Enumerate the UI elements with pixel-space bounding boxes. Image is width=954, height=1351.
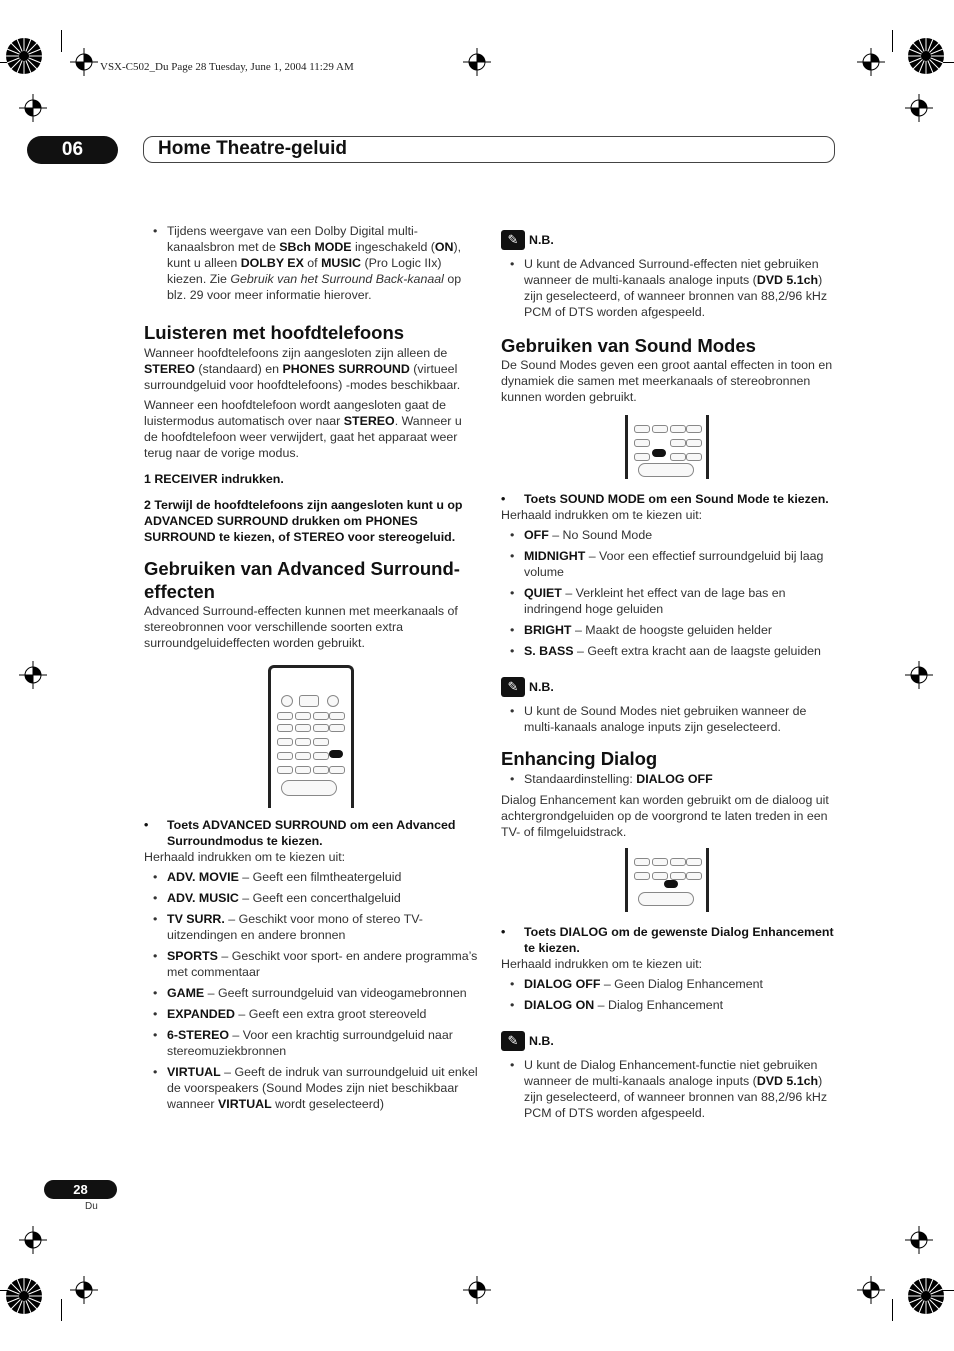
dialog-default-list [501, 771, 839, 787]
headphones-step-1: 1 RECEIVER indrukken. [144, 472, 284, 486]
dialog-para: Dialog Enhancement kan worden gebruikt om de dialoog uit achtergrondgeluiden op de voorgrond te laten treden in een TV- of filmgeluidstrack. [501, 793, 829, 839]
advanced-repeat: Herhaald indrukken om te kiezen uit: [144, 850, 346, 864]
crosshair-registration-icon [857, 48, 885, 76]
dialog-heading: Enhancing Dialog [501, 748, 658, 769]
list-item: • S. BASS – Geeft extra kracht aan de laagste geluiden [501, 643, 839, 659]
pencil-note-icon: ✎ [501, 1031, 525, 1051]
note-item: • U kunt de Sound Modes niet gebruiken wanneer de multi-kanaals analoge inputs zijn geselecteerd. [501, 703, 839, 735]
sound-mode-step: • Toets SOUND MODE om een Sound Mode te kiezen. [501, 492, 829, 506]
sound-mode-repeat: Herhaald indrukken om te kiezen uit: [501, 508, 703, 522]
list-item: • ADV. MOVIE – Geeft een filmtheatergeluid [144, 869, 478, 885]
list-item: • MIDNIGHT – Voor een effectief surroundgeluid bij laag volume [501, 548, 839, 580]
chapter-number: 06 [27, 136, 118, 164]
list-item: • TV SURR. – Geschikt voor mono of stereo TV-uitzendingen en andere bronnen [144, 911, 478, 943]
right-column [501, 230, 839, 1121]
language-code: Du [85, 1201, 98, 1212]
advanced-mode-list [144, 869, 478, 1059]
page-number: 28 [44, 1180, 117, 1199]
sunburst-target-icon [4, 36, 44, 76]
crosshair-registration-icon [463, 1276, 491, 1304]
intro-bullet: • Tijdens weergave van een Dolby Digital multi-kanaalsbron met de SBch MODE ingeschakeld (ON), kunt u alleen DOLBY EX of MUSIC (Pro Logic IIx) kiezen. Zie Gebruik van het Surround Back-kanaal op blz. 29 voor meer informatie hierover. [144, 223, 478, 303]
dialog-button[interactable] [664, 880, 678, 888]
dialog-list [501, 976, 839, 1013]
chapter-title-box [143, 136, 835, 163]
dialog-step: • Toets DIALOG om de gewenste Dialog Enhancement te kiezen. [501, 925, 834, 955]
list-item: • 6-STEREO – Voor een krachtig surroundgeluid naar stereomuziekbronnen [144, 1027, 478, 1059]
list-item: • EXPANDED – Geeft een extra groot stereoveld [144, 1006, 478, 1022]
crosshair-registration-icon [19, 661, 47, 689]
headphones-heading: Luisteren met hoofdtelefoons [144, 322, 405, 343]
pencil-note-icon: ✎ [501, 230, 525, 250]
crosshair-registration-icon [19, 1226, 47, 1254]
crosshair-registration-icon [463, 48, 491, 76]
crosshair-registration-icon [70, 1276, 98, 1304]
left-column [144, 223, 478, 1112]
sound-mode-list [501, 527, 839, 659]
note-list [501, 256, 839, 320]
sound-modes-para: De Sound Modes geven een groot aantal effecten in toon en dynamiek die samen met meerkanaals of stereobronnen kunnen worden gebruikt. [501, 358, 833, 404]
dialog-default: • Standaardinstelling: DIALOG OFF [501, 771, 839, 787]
file-header: VSX-C502_Du Page 28 Tuesday, June 1, 2004 11:29 AM [100, 61, 354, 73]
list-item: • VIRTUAL – Geeft de indruk van surroundgeluid uit enkel de voorspeakers (Sound Modes zijn niet beschikbaar wanneer VIRTUAL wordt geselecteerd) [144, 1064, 478, 1112]
advanced-heading: Gebruiken van Advanced Surround-effecten [144, 558, 460, 602]
note-list [501, 703, 839, 735]
list-item: • QUIET – Verkleint het effect van de lage bas en indringend hoge geluiden [501, 585, 839, 617]
list-item: • ADV. MUSIC – Geeft een concerthalgeluid [144, 890, 478, 906]
sunburst-target-icon [4, 1276, 44, 1316]
list-item: • GAME – Geeft surroundgeluid van videogamebronnen [144, 985, 478, 1001]
list-item: • DIALOG ON – Dialog Enhancement [501, 997, 839, 1013]
advanced-step: • Toets ADVANCED SURROUND om een Advanced Surroundmodus te kiezen. [144, 818, 456, 848]
list-item: • BRIGHT – Maakt de hoogste geluiden helder [501, 622, 839, 638]
remote-illustration-dialog [501, 848, 839, 924]
note-item: • U kunt de Advanced Surround-effecten niet gebruiken wanneer de multi-kanaals analoge inputs (DVD 5.1ch) zijn geselecteerd, of wanneer bronnen van 88,2/96 kHz PCM of DTS worden afgespeeld. [501, 256, 839, 320]
sound-modes-heading: Gebruiken van Sound Modes [501, 335, 756, 356]
intro-list [144, 223, 478, 303]
advanced-para: Advanced Surround-effecten kunnen met meerkanaals of stereobronnen voor verschillende soorten extra surroundgeluideffecten worden gebruikt. [144, 604, 458, 650]
chapter-title: Home Theatre-geluid [158, 138, 347, 159]
list-item: • OFF – No Sound Mode [501, 527, 839, 543]
remote-illustration-sound-mode [501, 415, 839, 491]
sunburst-target-icon [906, 1276, 946, 1316]
remote-illustration-advanced [144, 665, 478, 817]
sound-mode-button[interactable] [652, 449, 666, 457]
crosshair-registration-icon [905, 1226, 933, 1254]
list-item: • DIALOG OFF – Geen Dialog Enhancement [501, 976, 839, 992]
crosshair-registration-icon [19, 94, 47, 122]
advanced-surround-button[interactable] [329, 750, 343, 758]
crosshair-registration-icon [857, 1276, 885, 1304]
advanced-virtual-list [144, 1064, 478, 1112]
pencil-note-icon: ✎ [501, 677, 525, 697]
note-title: ✎ N.B. [501, 230, 839, 250]
headphones-step-2: 2 Terwijl de hoofdtelefoons zijn aangesloten kunt u op ADVANCED SURROUND drukken om PHONES SURROUND te kiezen, of STEREO voor stereogeluid. [144, 498, 463, 544]
crosshair-registration-icon [905, 661, 933, 689]
sunburst-target-icon [906, 36, 946, 76]
crosshair-registration-icon [70, 48, 98, 76]
dialog-repeat: Herhaald indrukken om te kiezen uit: [501, 957, 703, 971]
note-item: • U kunt de Dialog Enhancement-functie niet gebruiken wanneer de multi-kanaals analoge inputs (DVD 5.1ch) zijn geselecteerd, of wanneer bronnen van 88,2/96 kHz PCM of DTS worden afgespeeld. [501, 1057, 839, 1121]
crosshair-registration-icon [905, 94, 933, 122]
note-list [501, 1057, 839, 1121]
list-item: • SPORTS – Geschikt voor sport- en andere programma’s met commentaar [144, 948, 478, 980]
note-title: ✎ N.B. [501, 1031, 839, 1051]
headphones-para-1: Wanneer hoofdtelefoons zijn aangesloten zijn alleen de STEREO (standaard) en PHONES SURROUND (virtueel surroundgeluid voor hoofdtelefoons) -modes beschikbaar. [144, 346, 461, 392]
headphones-para-2: Wanneer een hoofdtelefoon wordt aangesloten gaat de luistermodus automatisch over naar STEREO. Wanneer u de hoofdtelefoon weer verwijdert, gaat het apparaat weer terug naar de vorige modus. [144, 398, 462, 460]
note-title: ✎ N.B. [501, 677, 839, 697]
